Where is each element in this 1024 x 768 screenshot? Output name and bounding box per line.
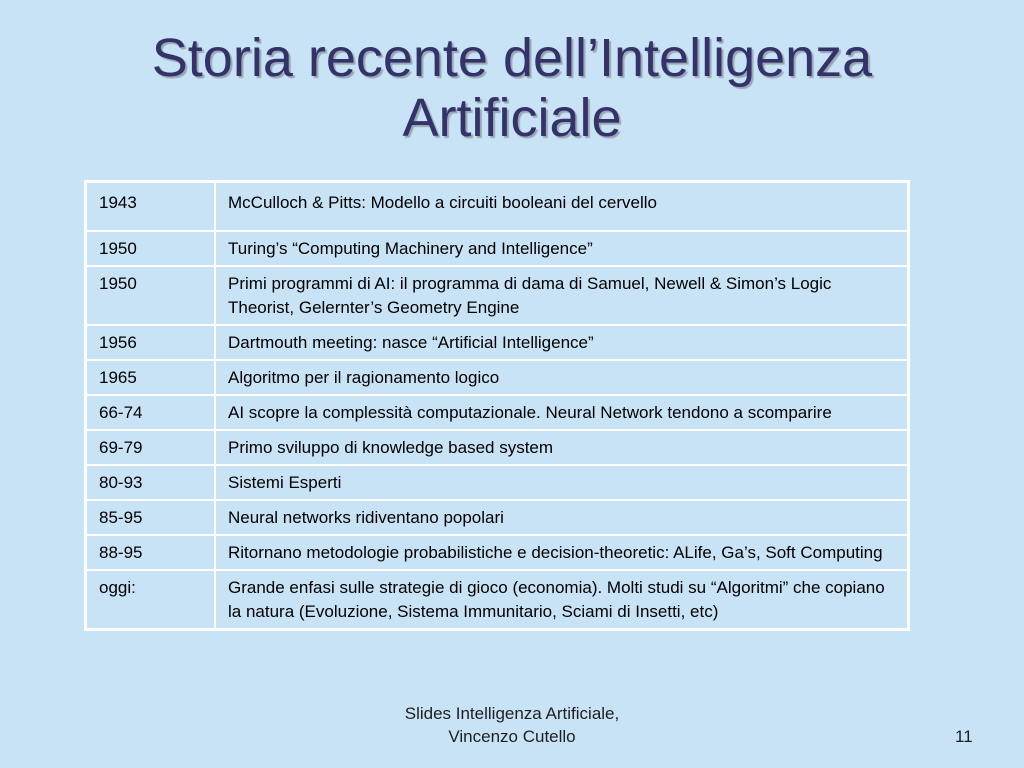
event-cell: Neural networks ridiventano popolari [215, 500, 909, 535]
footer-course: Slides Intelligenza Artificiale, [404, 704, 620, 723]
year-cell: 88-95 [86, 535, 216, 570]
table-row [86, 430, 909, 465]
year-cell: 69-79 [86, 430, 216, 465]
table-row [86, 360, 909, 395]
table-row [86, 535, 909, 570]
timeline-table [84, 180, 910, 631]
table-row [86, 325, 909, 360]
table-row [86, 465, 909, 500]
page-number: 11 [955, 727, 973, 746]
year-cell: 1965 [86, 360, 216, 395]
slide-title [0, 28, 1024, 148]
slide-footer [370, 702, 654, 748]
table-row [86, 570, 909, 630]
event-cell: Sistemi Esperti [215, 465, 909, 500]
table-row [86, 395, 909, 430]
year-cell: 1956 [86, 325, 216, 360]
table-row [86, 500, 909, 535]
year-cell: 1943 [86, 182, 216, 232]
event-cell: Turing’s “Computing Machinery and Intelligence” [215, 231, 909, 266]
event-cell: Dartmouth meeting: nasce “Artificial Intelligence” [215, 325, 909, 360]
table-row [86, 182, 909, 232]
event-cell: Primi programmi di AI: il programma di dama di Samuel, Newell & Simon’s Logic Theorist, Gelernter’s Geometry Engine [215, 266, 909, 325]
slide-title-line-2: Artificiale [402, 88, 622, 148]
year-cell: 1950 [86, 266, 216, 325]
year-cell: 1950 [86, 231, 216, 266]
slide-title-line-1: Storia recente dell’Intelligenza [151, 28, 873, 88]
footer-author: Vincenzo Cutello [448, 727, 576, 746]
table-row [86, 231, 909, 266]
event-cell: McCulloch & Pitts: Modello a circuiti booleani del cervello [215, 182, 909, 232]
year-cell: 85-95 [86, 500, 216, 535]
year-cell: 66-74 [86, 395, 216, 430]
year-cell: oggi: [86, 570, 216, 630]
event-cell: Algoritmo per il ragionamento logico [215, 360, 909, 395]
year-cell: 80-93 [86, 465, 216, 500]
event-cell: Ritornano metodologie probabilistiche e decision-theoretic: ALife, Ga’s, Soft Computing [215, 535, 909, 570]
event-cell: AI scopre la complessità computazionale. Neural Network tendono a scomparire [215, 395, 909, 430]
event-cell: Grande enfasi sulle strategie di gioco (economia). Molti studi su “Algoritmi” che copiano la natura (Evoluzione, Sistema Immunitario, Sciami di Insetti, etc) [215, 570, 909, 630]
table-row [86, 266, 909, 325]
event-cell: Primo sviluppo di knowledge based system [215, 430, 909, 465]
